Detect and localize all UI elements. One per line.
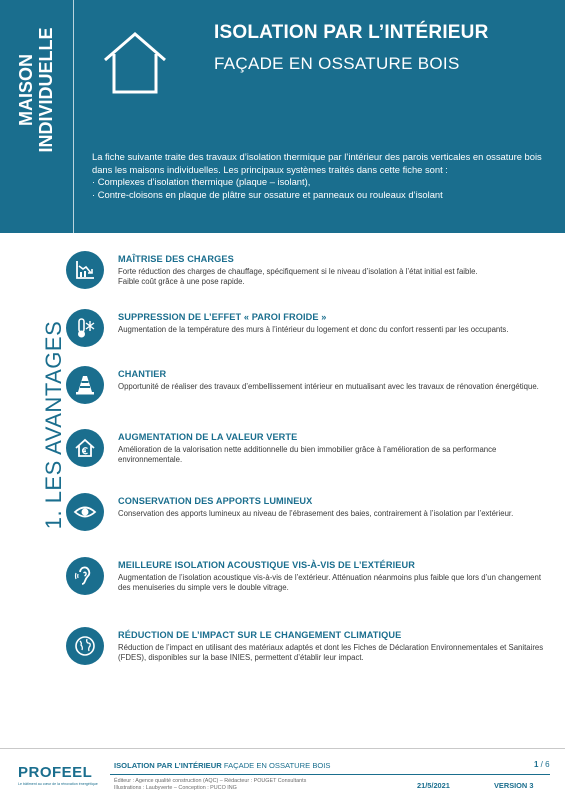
ear-sound-icon bbox=[66, 557, 104, 595]
side-title-line1: MAISON bbox=[16, 54, 36, 126]
advantage-text: Faible coût grâce à une pose rapide. bbox=[118, 277, 245, 286]
traffic-cone-icon bbox=[66, 366, 104, 404]
advantage-title: CHANTIER bbox=[118, 369, 167, 379]
page-title: ISOLATION PAR L’INTÉRIEUR bbox=[214, 22, 489, 43]
eye-icon bbox=[66, 493, 104, 531]
side-title bbox=[16, 20, 56, 160]
intro-bullet: · Contre-cloisons en plaque de plâtre sur ossature et panneaux ou rouleaux d’isolant bbox=[92, 188, 443, 200]
house-euro-icon bbox=[66, 429, 104, 467]
logo-tagline: Le bâtiment au cœur de la rénovation énergétique bbox=[18, 782, 98, 786]
advantage-text: Conservation des apports lumineux au niveau de l’ébrasement des baies, contrairement à l’isolation par l’extérieur. bbox=[118, 509, 514, 518]
advantage-text: Augmentation de la température des murs à l’intérieur du logement et donc du confort ressenti par les occupants. bbox=[118, 325, 509, 334]
advantage-text: Amélioration de la valorisation nette additionnelle du bien immobilier grâce à l’amélioration de sa performance environnementale. bbox=[118, 445, 497, 464]
intro-paragraph: La fiche suivante traite des travaux d’isolation thermique par l’intérieur des parois verticales en ossature bois dans les maisons individuelles. Les principaux systèmes traités dans cette fiche sont : bbox=[92, 151, 542, 175]
section-label: 1. LES AVANTAGES bbox=[41, 320, 66, 530]
logo-name: PROFEEL bbox=[18, 764, 93, 781]
advantage-title: MEILLEURE ISOLATION ACOUSTIQUE VIS-À-VIS DE L’EXTÉRIEUR bbox=[118, 560, 415, 570]
advantage-title: RÉDUCTION DE L’IMPACT SUR LE CHANGEMENT CLIMATIQUE bbox=[118, 630, 402, 640]
credits-line: Éditeur : Agence qualité construction (AQC) – Rédacteur : POUGET Consultants bbox=[114, 778, 307, 784]
footer-credits bbox=[114, 778, 394, 792]
footer-separator bbox=[110, 774, 550, 775]
house-outline-icon bbox=[100, 28, 170, 98]
footer-title bbox=[114, 761, 330, 770]
advantage-text: Forte réduction des charges de chauffage, spécifiquement si le niveau d’isolation à l’état initial est faible. bbox=[118, 267, 478, 276]
thermometer-cold-icon bbox=[66, 309, 104, 347]
page-number bbox=[534, 760, 550, 769]
side-title-line2: INDIVIDUELLE bbox=[36, 27, 56, 153]
cost-chart-icon bbox=[66, 251, 104, 289]
advantage-title: CONSERVATION DES APPORTS LUMINEUX bbox=[118, 496, 313, 506]
advantage-text: Opportunité de réaliser des travaux d’embellissement intérieur en mutualisant avec les travaux de rénovation énergétique. bbox=[118, 382, 539, 391]
advantage-text: Augmentation de l’isolation acoustique vis-à-vis de l’extérieur. Atténuation néanmoins plus faible que lors d’un changement des menuiseries du simple vers le double vitrage. bbox=[118, 573, 542, 592]
footer-date: 21/5/2021 bbox=[417, 781, 450, 790]
page-current: 1 bbox=[534, 760, 539, 769]
page-subtitle: FAÇADE EN OSSATURE BOIS bbox=[214, 54, 460, 73]
advantage-text: Réduction de l’impact en utilisant des matériaux adaptés et dont les Fiches de Déclaration Environnementales et Sanitaires (FDES), disponibles sur la base INIES, permettent d’établir leur impact. bbox=[118, 643, 544, 662]
header-divider bbox=[73, 0, 74, 233]
profeel-logo bbox=[18, 764, 98, 786]
intro-bullet: · Complexes d’isolation thermique (plaque – isolant), bbox=[92, 176, 311, 187]
footer-version: VERSION 3 bbox=[494, 781, 534, 790]
advantage-title: SUPPRESSION DE L’EFFET « PAROI FROIDE » bbox=[118, 312, 327, 322]
footer-title-rest: FAÇADE EN OSSATURE BOIS bbox=[223, 761, 331, 770]
credits-line: Illustrations : Laubyverte – Conception : PUCO ING bbox=[114, 785, 237, 791]
intro-text bbox=[92, 151, 542, 201]
footer-divider bbox=[0, 748, 565, 749]
footer-title-bold: ISOLATION PAR L’INTÉRIEUR bbox=[114, 761, 222, 770]
advantage-title: AUGMENTATION DE LA VALEUR VERTE bbox=[118, 432, 298, 442]
page-total: / 6 bbox=[538, 760, 550, 769]
globe-climate-icon bbox=[66, 627, 104, 665]
advantage-title: MAÎTRISE DES CHARGES bbox=[118, 254, 234, 264]
header-band bbox=[0, 0, 565, 233]
